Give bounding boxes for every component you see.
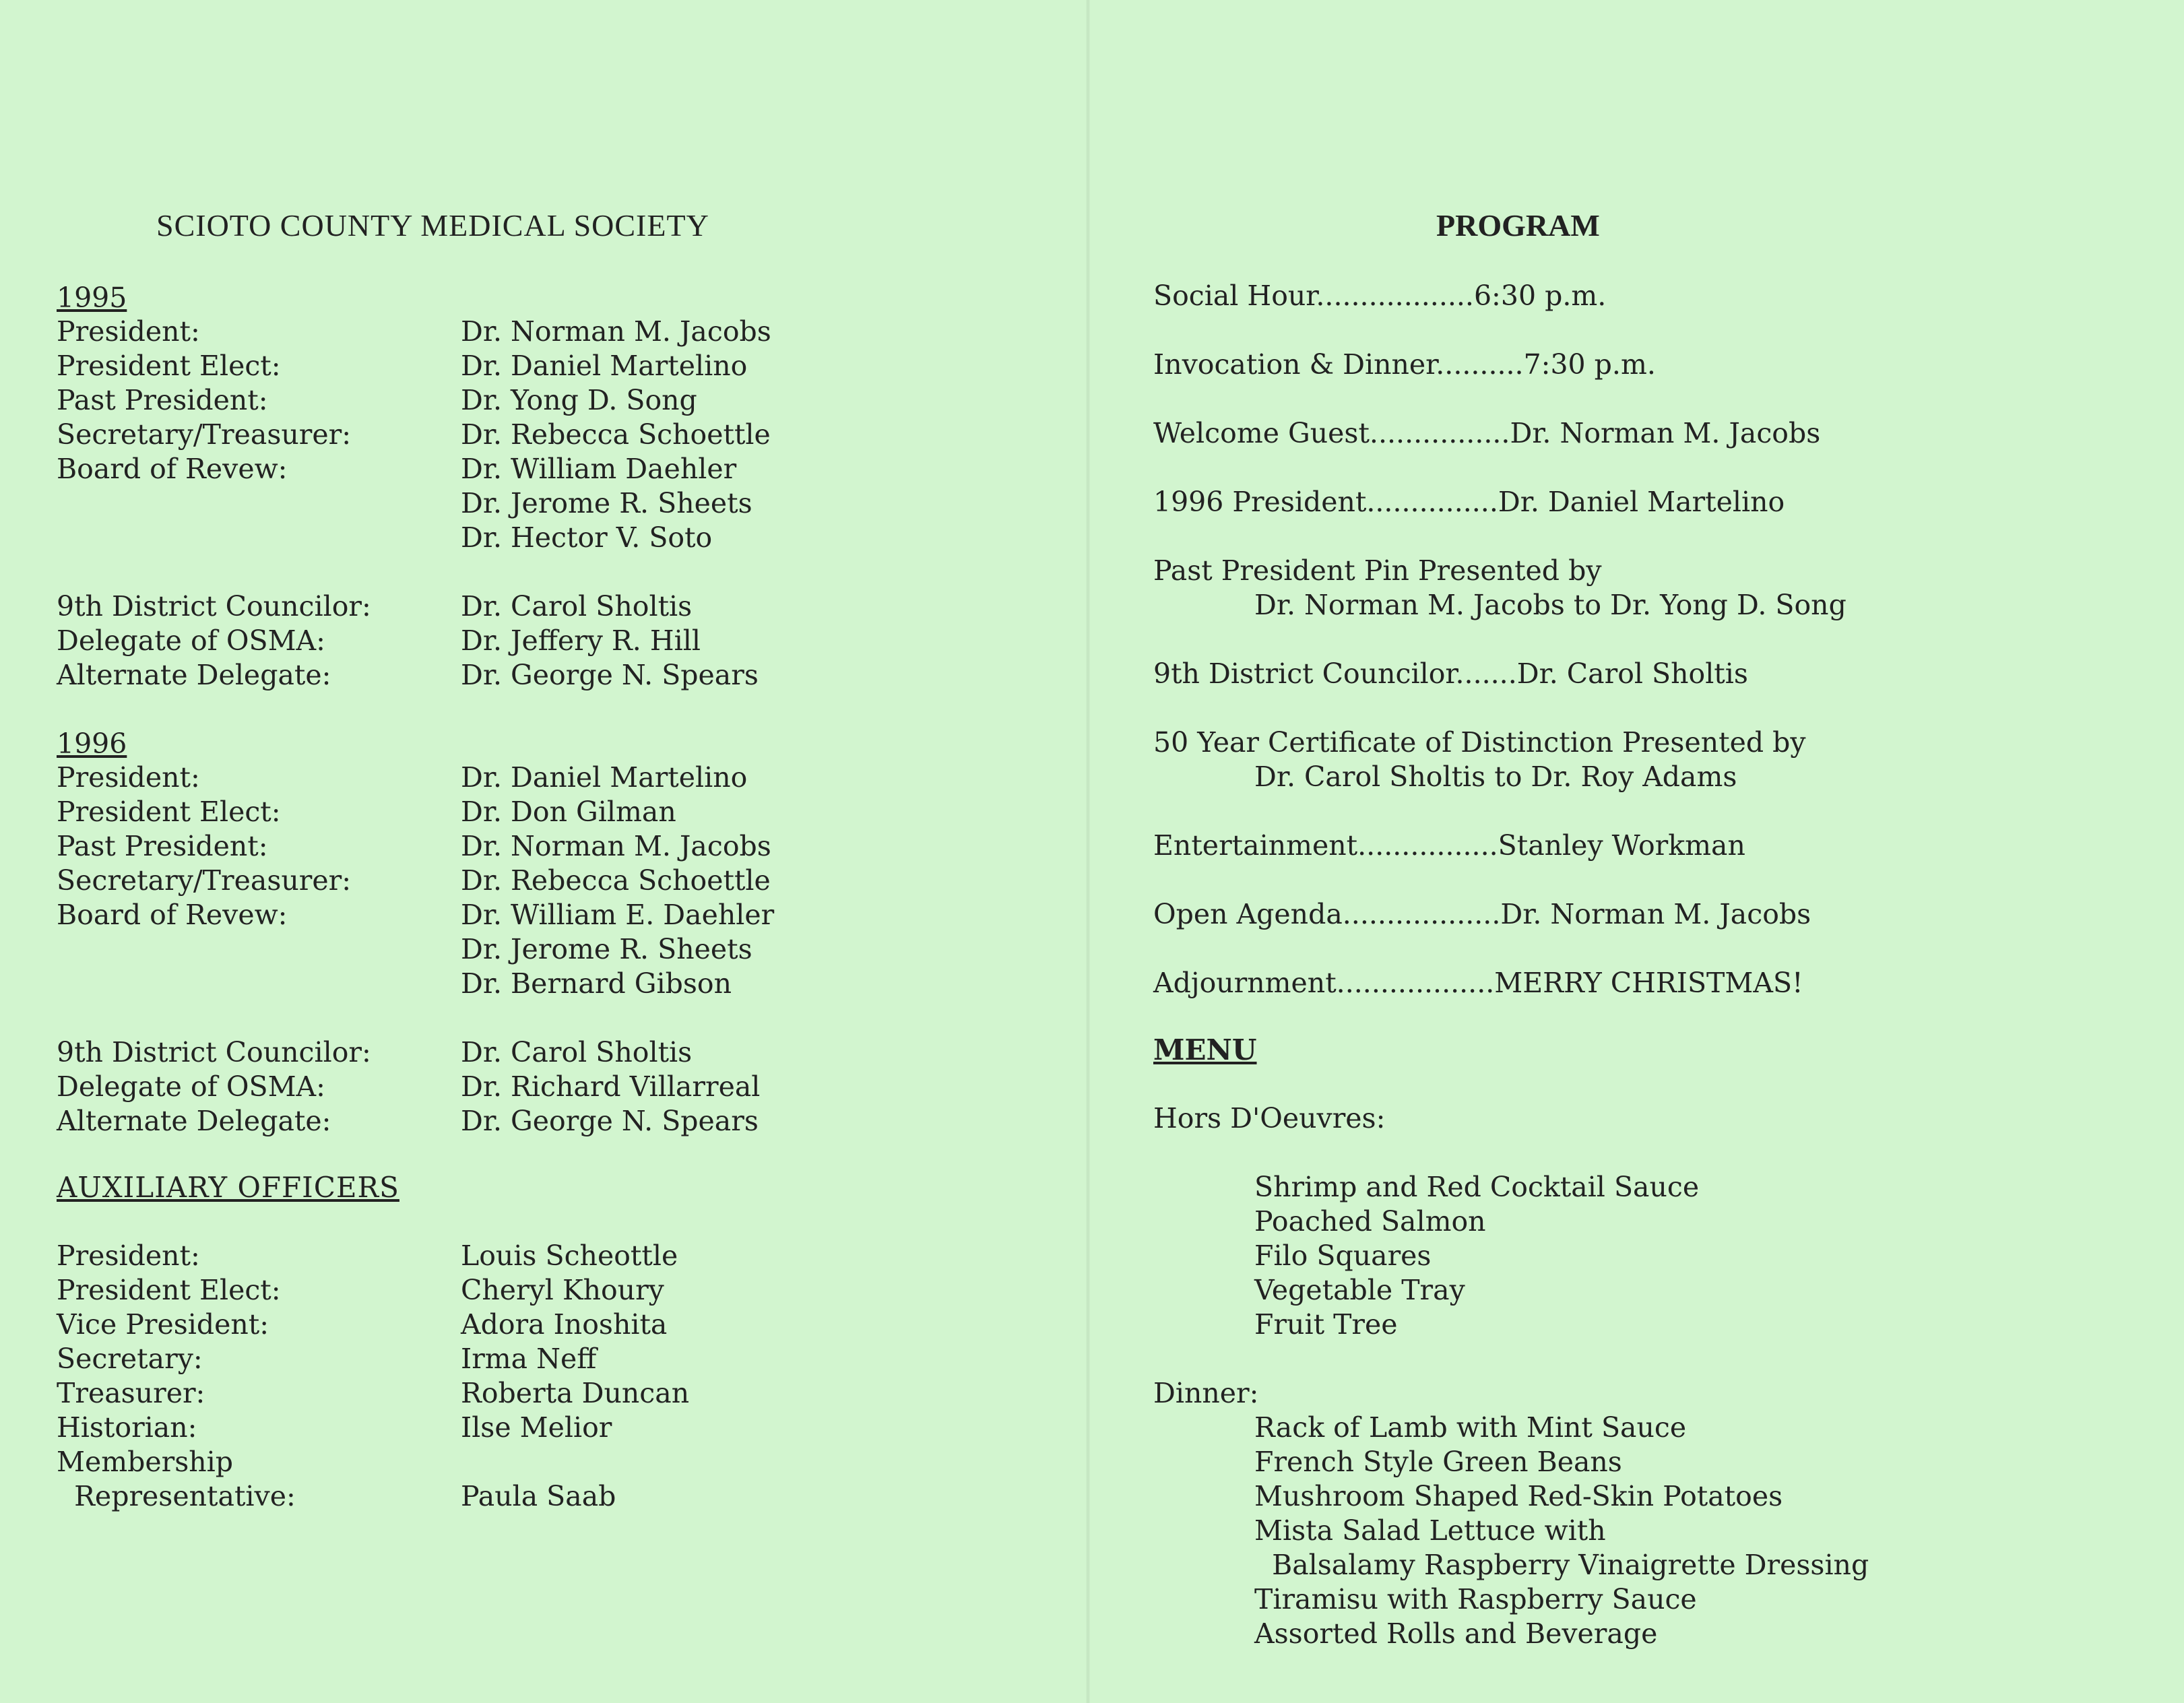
officer-title: President Elect: [57, 350, 281, 382]
menu-item: Vegetable Tray [1254, 1274, 1465, 1306]
program-line: Adjournment..................MERRY CHRISTMAS! [1153, 967, 1803, 999]
aux-name: Ilse Melior [461, 1411, 612, 1444]
menu-item: Rack of Lamb with Mint Sauce [1254, 1411, 1687, 1444]
officer-name: Dr. Daniel Martelino [461, 350, 748, 382]
aux-name: Paula Saab [461, 1480, 616, 1512]
officer-row [57, 796, 1000, 830]
officer-row [57, 967, 1000, 1002]
officer-title: President: [57, 315, 200, 348]
menu-heading: MENU [1153, 1033, 1257, 1066]
district-name: Dr. George N. Spears [461, 659, 759, 691]
district-name: Dr. Jeffery R. Hill [461, 624, 701, 657]
officer-row [57, 830, 1000, 864]
district-row [57, 624, 1000, 659]
menu-item: Mista Salad Lettuce with [1254, 1514, 1606, 1547]
officer-title: Board of Revew: [57, 453, 288, 485]
aux-row [57, 1411, 1000, 1446]
officer-name: Dr. Norman M. Jacobs [461, 315, 771, 348]
district-name: Dr. Carol Sholtis [461, 590, 693, 622]
society-title: SCIOTO COUNTY MEDICAL SOCIETY [156, 208, 709, 243]
officer-row [57, 418, 1000, 453]
program-line: Past President Pin Presented by [1153, 554, 1602, 587]
left-panel [0, 0, 1086, 1703]
district-row [57, 590, 1000, 624]
district-row [57, 659, 1000, 693]
aux-title: Representative: [57, 1480, 296, 1512]
program-title: PROGRAM [1436, 208, 1600, 243]
program-line: Open Agenda..................Dr. Norman M. Jacobs [1153, 898, 1811, 930]
district-title: Delegate of OSMA: [57, 624, 325, 657]
officer-title: Board of Revew: [57, 899, 288, 931]
district-name: Dr. Carol Sholtis [461, 1036, 693, 1068]
aux-row [57, 1308, 1000, 1343]
program-line: Invocation & Dinner..........7:30 p.m. [1153, 348, 1656, 381]
hors-doeuvres-label: Hors D'Oeuvres: [1153, 1102, 1386, 1134]
dinner-label: Dinner: [1153, 1377, 1259, 1409]
menu-item: Mushroom Shaped Red-Skin Potatoes [1254, 1480, 1783, 1512]
program-line: Entertainment................Stanley Workman [1153, 829, 1745, 862]
aux-row [57, 1274, 1000, 1308]
officer-name: Dr. Rebecca Schoettle [461, 418, 771, 451]
officer-row [57, 521, 1000, 556]
menu-item: Balsalamy Raspberry Vinaigrette Dressing [1254, 1549, 1869, 1581]
menu-item: Shrimp and Red Cocktail Sauce [1254, 1171, 1700, 1203]
aux-name: Irma Neff [461, 1343, 597, 1375]
officer-title: President: [57, 761, 200, 794]
aux-title: Vice President: [57, 1308, 269, 1341]
officer-name: Dr. Yong D. Song [461, 384, 697, 416]
officer-row [57, 487, 1000, 521]
officer-title: President Elect: [57, 796, 281, 828]
program-line: 1996 President...............Dr. Daniel Martelino [1153, 486, 1785, 518]
officer-title: Past President: [57, 830, 268, 862]
officer-row [57, 453, 1000, 487]
aux-title: Membership [57, 1446, 234, 1478]
menu-item: Tiramisu with Raspberry Sauce [1254, 1583, 1697, 1615]
officer-name: Dr. Jerome R. Sheets [461, 487, 752, 519]
program-line: Dr. Carol Sholtis to Dr. Roy Adams [1254, 761, 1737, 793]
right-panel [1090, 0, 2184, 1703]
aux-title: Historian: [57, 1411, 197, 1444]
district-title: 9th District Councilor: [57, 1036, 371, 1068]
district-title: 9th District Councilor: [57, 590, 371, 622]
officer-name: Dr. Hector V. Soto [461, 521, 713, 554]
aux-name: Louis Scheottle [461, 1240, 678, 1272]
program-line: 9th District Councilor.......Dr. Carol Sholtis [1153, 657, 1748, 690]
officer-name: Dr. Bernard Gibson [461, 967, 732, 1000]
year-1995-heading: 1995 [57, 282, 127, 314]
aux-row [57, 1480, 1000, 1514]
aux-title: President: [57, 1240, 200, 1272]
program-line: Social Hour..................6:30 p.m. [1153, 280, 1607, 312]
aux-title: President Elect: [57, 1274, 281, 1306]
aux-name: Cheryl Khoury [461, 1274, 664, 1306]
menu-item: Filo Squares [1254, 1240, 1432, 1272]
menu-item: Assorted Rolls and Beverage [1254, 1617, 1658, 1650]
program-line: Dr. Norman M. Jacobs to Dr. Yong D. Song [1254, 589, 1846, 621]
aux-name: Adora Inoshita [461, 1308, 668, 1341]
officer-row [57, 933, 1000, 967]
menu-item: French Style Green Beans [1254, 1446, 1622, 1478]
officer-row [57, 350, 1000, 384]
year-1996-heading: 1996 [57, 728, 127, 760]
officer-row [57, 384, 1000, 418]
officer-title: Secretary/Treasurer: [57, 418, 352, 451]
program-line: Welcome Guest................Dr. Norman M. Jacobs [1153, 417, 1821, 449]
officer-name: Dr. Don Gilman [461, 796, 676, 828]
officer-title: Past President: [57, 384, 268, 416]
menu-item: Fruit Tree [1254, 1308, 1398, 1341]
officer-name: Dr. Rebecca Schoettle [461, 864, 771, 897]
district-title: Delegate of OSMA: [57, 1070, 325, 1103]
officer-row [57, 864, 1000, 899]
officer-name: Dr. William Daehler [461, 453, 737, 485]
district-name: Dr. George N. Spears [461, 1105, 759, 1137]
district-row [57, 1105, 1000, 1139]
aux-title: Secretary: [57, 1343, 203, 1375]
district-name: Dr. Richard Villarreal [461, 1070, 761, 1103]
aux-row [57, 1240, 1000, 1274]
officer-name: Dr. Daniel Martelino [461, 761, 748, 794]
district-title: Alternate Delegate: [57, 1105, 331, 1137]
officer-title: Secretary/Treasurer: [57, 864, 352, 897]
district-row [57, 1036, 1000, 1070]
officer-row [57, 315, 1000, 350]
program-line: 50 Year Certificate of Distinction Presented by [1153, 726, 1806, 759]
aux-row [57, 1343, 1000, 1377]
district-title: Alternate Delegate: [57, 659, 331, 691]
officer-name: Dr. William E. Daehler [461, 899, 775, 931]
menu-item: Poached Salmon [1254, 1205, 1486, 1238]
aux-row [57, 1377, 1000, 1411]
officer-name: Dr. Norman M. Jacobs [461, 830, 771, 862]
officer-name: Dr. Jerome R. Sheets [461, 933, 752, 965]
district-row [57, 1070, 1000, 1105]
officer-row [57, 899, 1000, 933]
officer-row [57, 761, 1000, 796]
auxiliary-heading: AUXILIARY OFFICERS [57, 1171, 399, 1204]
aux-name: Roberta Duncan [461, 1377, 690, 1409]
aux-title: Treasurer: [57, 1377, 205, 1409]
aux-row [57, 1446, 1000, 1480]
